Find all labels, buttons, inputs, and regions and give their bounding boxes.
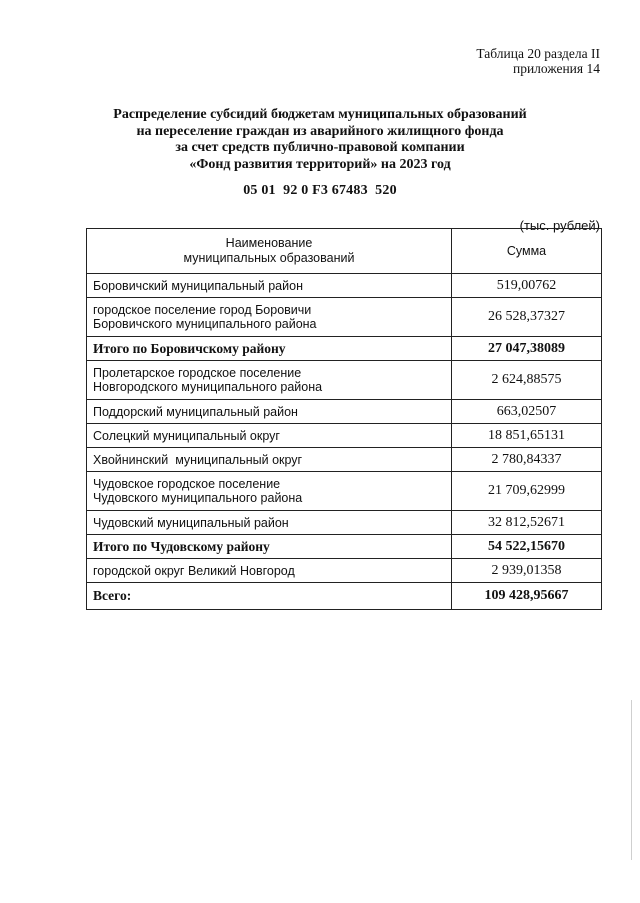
row-name: [87, 583, 452, 610]
row-sum: 32 812,52671: [452, 511, 602, 535]
row-name-line-1: Боровичский муниципальный район: [93, 278, 303, 293]
row-name: [87, 559, 452, 583]
row-name-line-1: Хвойнинский муниципальный округ: [93, 452, 303, 467]
table-row: [87, 472, 602, 511]
title-line-1: Распределение субсидий бюджетам муниципальных образований: [113, 107, 527, 122]
row-name: [87, 472, 452, 511]
row-name: [87, 337, 452, 361]
row-sum: 2 780,84337: [452, 448, 602, 472]
row-name-line-2: Чудовского муниципального района: [93, 491, 303, 505]
row-name: [87, 361, 452, 400]
row-name: [87, 448, 452, 472]
table-reference-note: [476, 46, 600, 76]
table-row: [87, 448, 602, 472]
table-row: [87, 274, 602, 298]
row-sum: 54 522,15670: [452, 535, 602, 559]
table-row: [87, 298, 602, 337]
subtotal-row: [87, 337, 602, 361]
header-sum-column: Сумма: [452, 229, 602, 274]
row-name: [87, 274, 452, 298]
row-name-line-1: городской округ Великий Новгород: [93, 563, 295, 578]
row-name-line-1: Пролетарское городское поселение: [93, 366, 302, 380]
note-line-2: приложения 14: [512, 61, 600, 76]
scan-edge-mark: [631, 700, 632, 860]
note-line-1: Таблица 20 раздела II: [476, 46, 600, 61]
header-name-line-2: муниципальных образований: [183, 251, 355, 265]
row-name: [87, 535, 452, 559]
row-name-line-2: Новгородского муниципального района: [93, 380, 323, 394]
row-name-line-1: Всего:: [93, 588, 132, 603]
row-name-line-1: Итого по Боровичскому району: [93, 340, 286, 356]
document-title: [0, 107, 640, 173]
row-name-line-1: Солецкий муниципальный округ: [93, 428, 280, 443]
subsidy-distribution-table: [86, 228, 602, 610]
subtotal-row: [87, 535, 602, 559]
row-sum: 519,00762: [452, 274, 602, 298]
row-name-line-1: Чудовский муниципальный район: [93, 515, 289, 530]
table-row: [87, 559, 602, 583]
row-sum: 109 428,95667: [452, 583, 602, 610]
row-name: [87, 298, 452, 337]
table-header-row: [87, 229, 602, 274]
row-sum: 2 624,88575: [452, 361, 602, 400]
row-sum: 26 528,37327: [452, 298, 602, 337]
title-line-3: за счет средств публично-правовой компании: [175, 140, 465, 155]
row-sum: 27 047,38089: [452, 337, 602, 361]
row-name: [87, 400, 452, 424]
title-line-4: «Фонд развития территорий» на 2023 год: [189, 156, 451, 172]
unit-label: (тыс. рублей): [519, 218, 600, 233]
row-name-line-1: Итого по Чудовскому району: [93, 538, 270, 554]
row-name-line-1: городское поселение город Боровичи: [93, 303, 312, 317]
row-sum: 18 851,65131: [452, 424, 602, 448]
table-row: [87, 361, 602, 400]
row-sum: 2 939,01358: [452, 559, 602, 583]
grand-total-row: [87, 583, 602, 610]
table-row: [87, 400, 602, 424]
budget-classification-code: 05 01 92 0 F3 67483 520: [243, 183, 397, 198]
row-sum: 21 709,62999: [452, 472, 602, 511]
table-row: [87, 511, 602, 535]
row-name-line-2: Боровичского муниципального района: [93, 317, 317, 331]
row-name-line-1: Поддорский муниципальный район: [93, 404, 298, 419]
row-name-line-1: Чудовское городское поселение: [93, 477, 281, 491]
header-name-column: [87, 229, 452, 274]
row-name: [87, 511, 452, 535]
title-line-2: на переселение граждан из аварийного жилищного фонда: [136, 123, 504, 139]
table-row: [87, 424, 602, 448]
header-name-line-1: Наименование: [225, 236, 313, 250]
row-name: [87, 424, 452, 448]
row-sum: 663,02507: [452, 400, 602, 424]
